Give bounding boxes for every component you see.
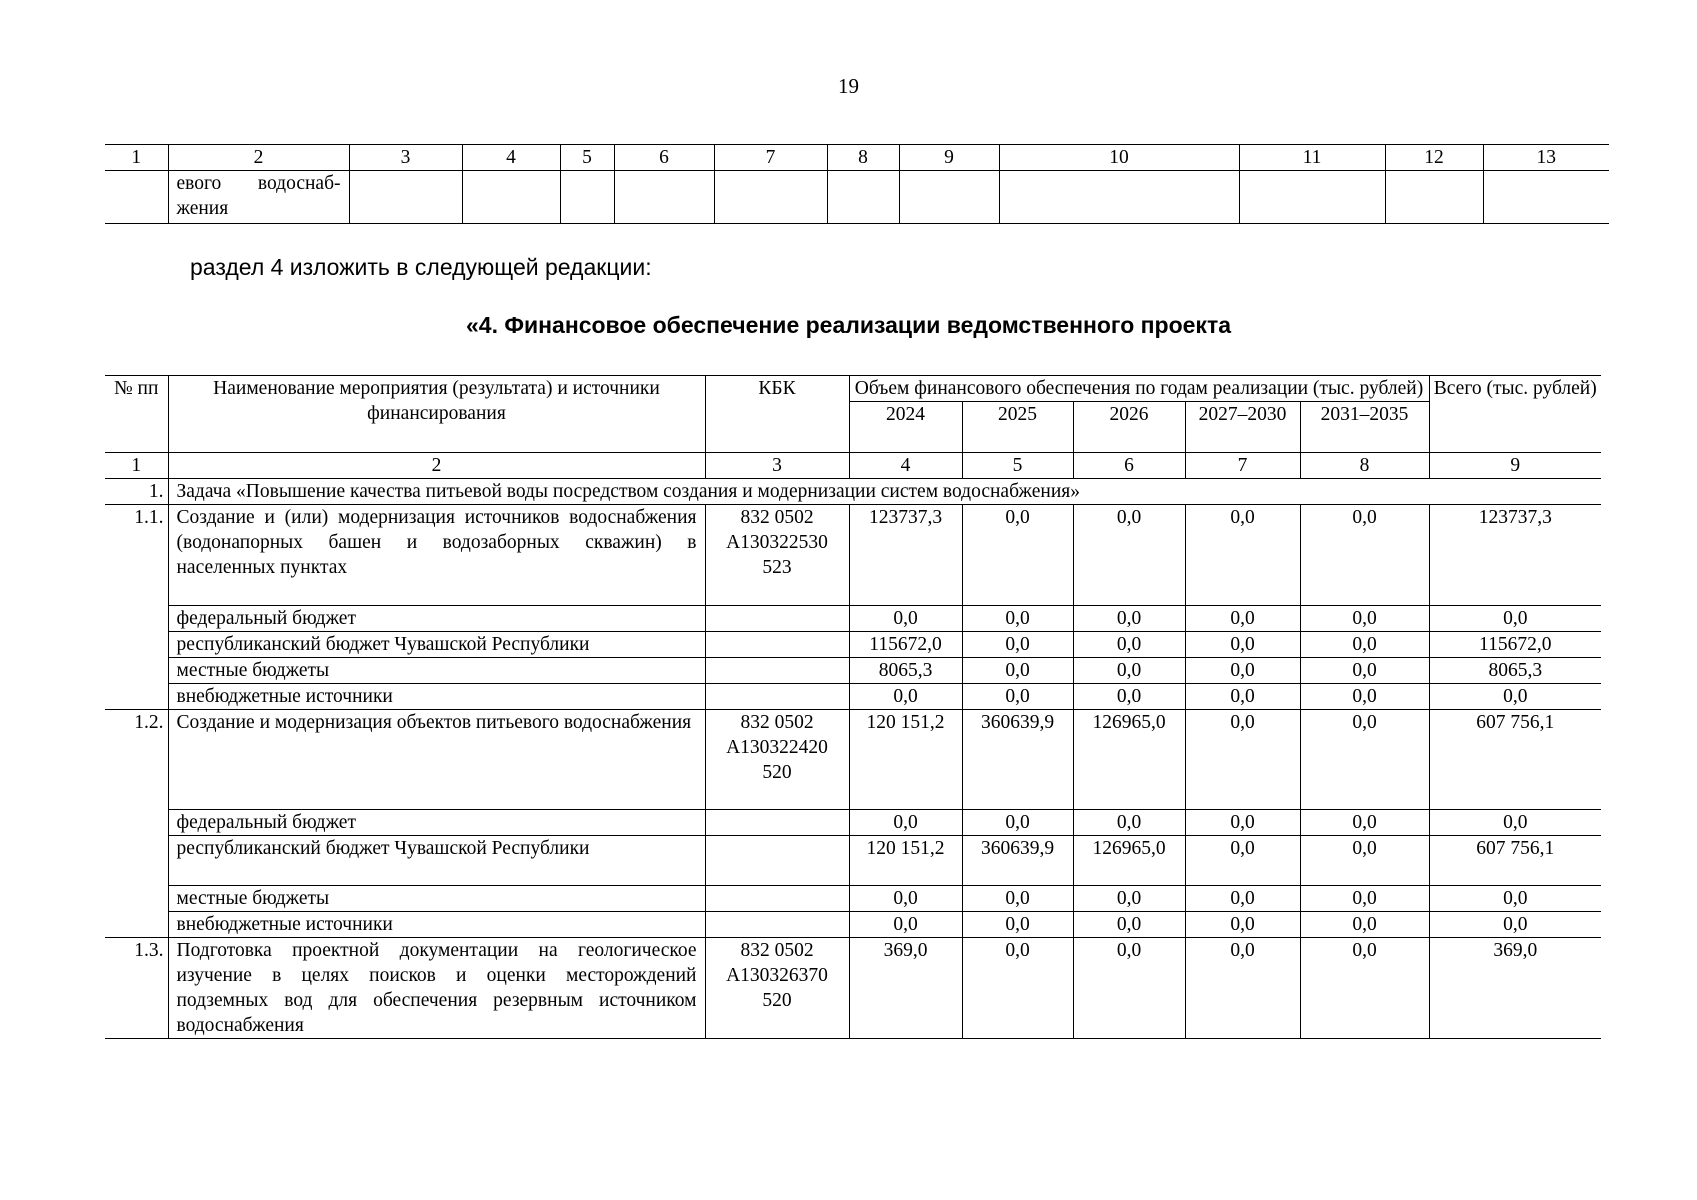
value-cell: 0,0 <box>1300 836 1429 886</box>
task-text: Задача «Повышение качества питьевой воды посредством создания и модернизации систем водоснабжения» <box>168 479 1601 505</box>
task-row <box>105 479 1601 505</box>
value-cell: 0,0 <box>1300 938 1429 1039</box>
col-number: 2 <box>168 145 349 171</box>
continued-name-cell: евого водоснаб-жения <box>168 171 349 224</box>
total-cell: 8065,3 <box>1429 657 1601 683</box>
value-cell: 0,0 <box>1300 505 1429 606</box>
source-name: внебюджетные источники <box>168 912 705 938</box>
total-cell: 0,0 <box>1429 810 1601 836</box>
source-row <box>105 836 1601 886</box>
total-cell: 0,0 <box>1429 886 1601 912</box>
value-cell: 0,0 <box>1300 709 1429 810</box>
value-cell: 0,0 <box>1073 886 1185 912</box>
total-cell: 115672,0 <box>1429 631 1601 657</box>
intro-text: раздел 4 изложить в следующей редакции: <box>190 254 652 280</box>
value-cell: 120 151,2 <box>849 709 962 810</box>
value-cell: 0,0 <box>962 810 1073 836</box>
col-number: 11 <box>1239 145 1385 171</box>
value-cell: 0,0 <box>1073 938 1185 1039</box>
item-kbk: 832 0502 A130322420 520 <box>705 709 849 810</box>
source-name: республиканский бюджет Чувашской Республики <box>168 836 705 886</box>
header-year: 2027–2030 <box>1185 402 1300 453</box>
value-cell: 0,0 <box>1185 683 1300 709</box>
value-cell: 0,0 <box>849 886 962 912</box>
value-cell: 0,0 <box>1073 657 1185 683</box>
value-cell: 0,0 <box>1300 683 1429 709</box>
continuation-table <box>105 144 1609 224</box>
total-cell: 0,0 <box>1429 683 1601 709</box>
value-cell: 123737,3 <box>849 505 962 606</box>
source-name: местные бюджеты <box>168 657 705 683</box>
value-cell: 0,0 <box>962 683 1073 709</box>
header-year: 2025 <box>962 402 1073 453</box>
value-cell: 0,0 <box>1185 657 1300 683</box>
item-num: 1.2. <box>105 709 168 810</box>
source-row <box>105 810 1601 836</box>
col-number: 8 <box>827 145 899 171</box>
total-cell: 123737,3 <box>1429 505 1601 606</box>
value-cell: 0,0 <box>1185 836 1300 886</box>
item-row <box>105 938 1601 1039</box>
source-row <box>105 657 1601 683</box>
value-cell: 369,0 <box>849 938 962 1039</box>
value-cell: 0,0 <box>1073 631 1185 657</box>
value-cell: 0,0 <box>1300 657 1429 683</box>
page-number: 19 <box>838 74 859 98</box>
value-cell: 0,0 <box>962 605 1073 631</box>
value-cell: 0,0 <box>962 657 1073 683</box>
col-number: 13 <box>1483 145 1609 171</box>
value-cell: 0,0 <box>1073 683 1185 709</box>
value-cell: 8065,3 <box>849 657 962 683</box>
value-cell: 0,0 <box>962 505 1073 606</box>
total-cell: 607 756,1 <box>1429 836 1601 886</box>
header-kbk: КБК <box>705 376 849 453</box>
finance-table <box>105 375 1601 1039</box>
value-cell: 0,0 <box>1073 912 1185 938</box>
value-cell: 0,0 <box>1185 912 1300 938</box>
value-cell: 360639,9 <box>962 836 1073 886</box>
source-row <box>105 912 1601 938</box>
col-number: 7 <box>1185 453 1300 479</box>
item-kbk: 832 0502 A130322530 523 <box>705 505 849 606</box>
item-kbk: 832 0502 A130326370 520 <box>705 938 849 1039</box>
value-cell: 0,0 <box>1185 709 1300 810</box>
value-cell: 0,0 <box>1185 810 1300 836</box>
source-name: внебюджетные источники <box>168 683 705 709</box>
item-name: Создание и (или) модернизация источников водоснабжения (водонапорных башен и водозаборных скважин) в населенных пунктах <box>168 505 705 606</box>
header-row <box>105 376 1601 402</box>
task-num: 1. <box>105 479 168 505</box>
value-cell: 120 151,2 <box>849 836 962 886</box>
col-number: 6 <box>1073 453 1185 479</box>
col-number: 2 <box>168 453 705 479</box>
header-year: 2024 <box>849 402 962 453</box>
value-cell: 0,0 <box>849 810 962 836</box>
value-cell: 0,0 <box>849 683 962 709</box>
total-cell: 369,0 <box>1429 938 1601 1039</box>
source-name: федеральный бюджет <box>168 605 705 631</box>
total-cell: 607 756,1 <box>1429 709 1601 810</box>
value-cell: 0,0 <box>962 912 1073 938</box>
value-cell: 0,0 <box>1073 505 1185 606</box>
value-cell: 0,0 <box>962 631 1073 657</box>
header-num: № пп <box>105 376 168 453</box>
source-row <box>105 605 1601 631</box>
source-name: республиканский бюджет Чувашской Республики <box>168 631 705 657</box>
continuation-body-row <box>105 171 1609 224</box>
value-cell: 0,0 <box>1185 505 1300 606</box>
header-total: Всего (тыс. рублей) <box>1429 376 1601 453</box>
value-cell: 0,0 <box>1185 938 1300 1039</box>
header-year: 2031–2035 <box>1300 402 1429 453</box>
value-cell: 126965,0 <box>1073 709 1185 810</box>
value-cell: 360639,9 <box>962 709 1073 810</box>
value-cell: 0,0 <box>849 605 962 631</box>
col-number: 6 <box>614 145 714 171</box>
value-cell: 0,0 <box>962 938 1073 1039</box>
header-year: 2026 <box>1073 402 1185 453</box>
col-number: 9 <box>1429 453 1601 479</box>
source-row <box>105 683 1601 709</box>
col-number: 5 <box>962 453 1073 479</box>
value-cell: 0,0 <box>1073 810 1185 836</box>
col-number: 3 <box>705 453 849 479</box>
source-row <box>105 886 1601 912</box>
source-name: федеральный бюджет <box>168 810 705 836</box>
col-number: 12 <box>1385 145 1483 171</box>
col-number: 1 <box>105 145 168 171</box>
item-name: Подготовка проектной документации на геологическое изучение в целях поисков и оценки месторождений подземных вод для обеспечения резервным источником водоснабжения <box>168 938 705 1039</box>
continuation-header-row <box>105 145 1609 171</box>
section-title: «4. Финансовое обеспечение реализации ведомственного проекта <box>466 312 1231 338</box>
total-cell: 0,0 <box>1429 605 1601 631</box>
col-number: 10 <box>999 145 1239 171</box>
col-number: 3 <box>349 145 462 171</box>
header-name: Наименование мероприятия (результата) и источники финансирования <box>168 376 705 453</box>
col-number: 4 <box>462 145 560 171</box>
item-num: 1.3. <box>105 938 168 1039</box>
total-cell: 0,0 <box>1429 912 1601 938</box>
value-cell: 0,0 <box>1300 912 1429 938</box>
header-volume: Объем финансового обеспечения по годам реализации (тыс. рублей) <box>849 376 1429 402</box>
item-row <box>105 505 1601 606</box>
col-number: 4 <box>849 453 962 479</box>
value-cell: 0,0 <box>1300 605 1429 631</box>
source-row <box>105 631 1601 657</box>
item-row <box>105 709 1601 810</box>
item-name: Создание и модернизация объектов питьевого водоснабжения <box>168 709 705 810</box>
col-number: 8 <box>1300 453 1429 479</box>
value-cell: 0,0 <box>1185 605 1300 631</box>
value-cell: 0,0 <box>1300 810 1429 836</box>
column-numbers-row <box>105 453 1601 479</box>
item-num: 1.1. <box>105 505 168 606</box>
col-number: 5 <box>560 145 614 171</box>
value-cell: 0,0 <box>962 886 1073 912</box>
col-number: 7 <box>714 145 827 171</box>
value-cell: 0,0 <box>1073 605 1185 631</box>
value-cell: 0,0 <box>1300 631 1429 657</box>
value-cell: 0,0 <box>1185 631 1300 657</box>
source-name: местные бюджеты <box>168 886 705 912</box>
col-number: 9 <box>899 145 999 171</box>
value-cell: 0,0 <box>1300 886 1429 912</box>
value-cell: 126965,0 <box>1073 836 1185 886</box>
col-number: 1 <box>105 453 168 479</box>
value-cell: 0,0 <box>849 912 962 938</box>
value-cell: 0,0 <box>1185 886 1300 912</box>
value-cell: 115672,0 <box>849 631 962 657</box>
